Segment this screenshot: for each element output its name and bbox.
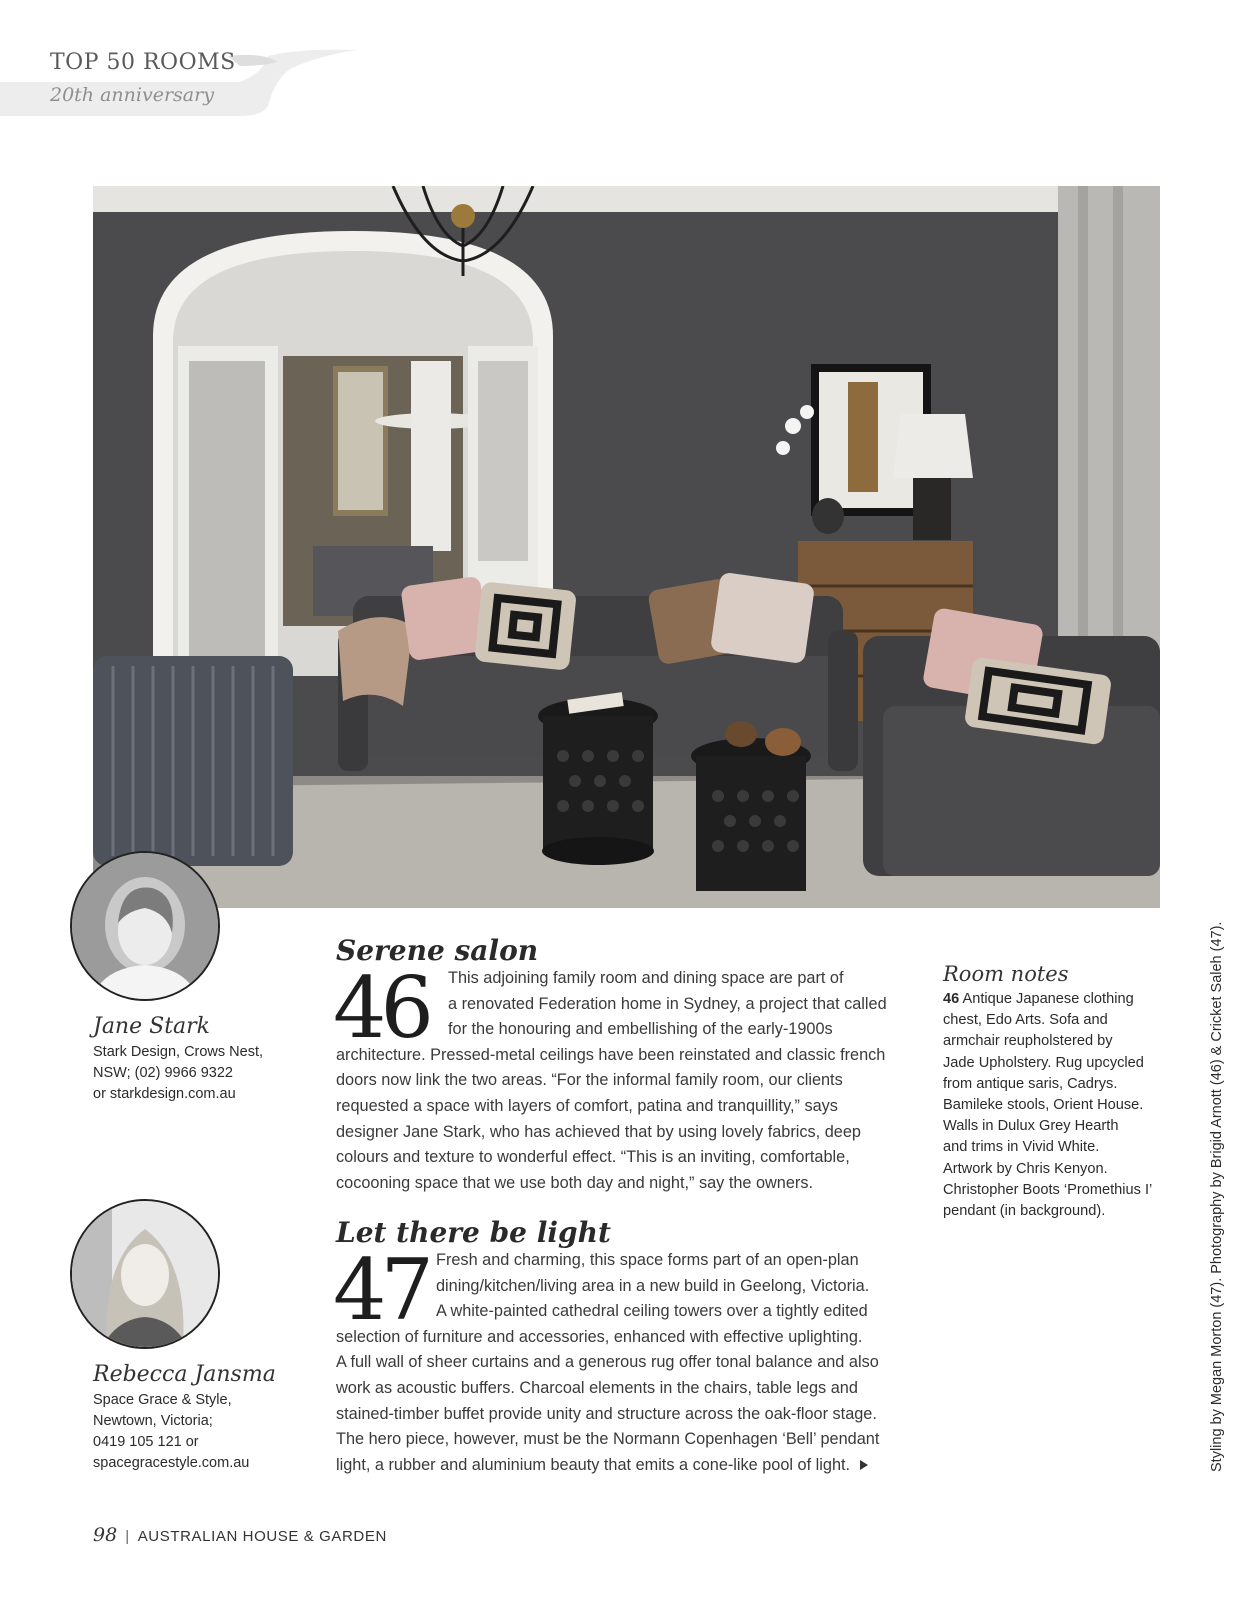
body-line: This adjoining family room and dining space are part of (448, 969, 844, 987)
body-line: doors now link the two areas. “For the informal family room, our clients (336, 1071, 843, 1090)
living-room-photo (93, 186, 1160, 908)
body-line: a renovated Federation home in Sydney, a project that called (448, 994, 887, 1013)
room-notes-line: Christopher Boots ‘Promethius I’ (943, 1181, 1153, 1198)
room-notes-line: and trims in Vivid White. (943, 1139, 1100, 1156)
body-line: work as acoustic buffers. Charcoal elements in the chairs, table legs and (336, 1378, 858, 1397)
room-notes-line: chest, Edo Arts. Sofa and (943, 1012, 1108, 1029)
designer-portrait-jane-stark (70, 851, 220, 1001)
body-line: Fresh and charming, this space forms part of an open-plan (436, 1251, 859, 1269)
room-notes-line: pendant (in background). (943, 1203, 1106, 1220)
designer-contact (93, 1390, 249, 1474)
room-notes-number: 46 (943, 991, 960, 1007)
body-line: requested a space with layers of comfort, patina and tranquillity,” says (336, 1096, 838, 1115)
body-line: light, a rubber and aluminium beauty that emits a cone-like pool of light. (336, 1455, 851, 1474)
banner-subtitle: 20th anniversary (50, 84, 214, 106)
body-line: The hero piece, however, must be the Normann Copenhagen ‘Bell’ pendant (336, 1430, 880, 1449)
body-line: architecture. Pressed-metal ceilings have been reinstated and classic french (336, 1045, 886, 1064)
room-notes-line: Jade Upholstery. Rug upcycled (943, 1054, 1144, 1071)
designer-contact-line: Newtown, Victoria; (93, 1413, 213, 1429)
section-heading: Let there be light (336, 1216, 611, 1249)
designer-name: Rebecca Jansma (93, 1362, 276, 1387)
body-line: A white-painted cathedral ceiling towers over a tightly edited (436, 1302, 868, 1321)
body-line: selection of furniture and accessories, enhanced with effective uplighting. (336, 1327, 863, 1346)
section-heading: Serene salon (336, 934, 539, 967)
designer-contact-line: spacegracestyle.com.au (93, 1455, 250, 1471)
room-notes-line: Walls in Dulux Grey Hearth (943, 1118, 1119, 1135)
designer-contact-line: 0419 105 121 or (93, 1434, 199, 1450)
room-number: 47 (333, 1241, 428, 1339)
room-notes-line: Bamileke stools, Orient House. (943, 1097, 1144, 1114)
room-notes-line: from antique saris, Cadrys. (943, 1075, 1118, 1092)
designer-portrait-rebecca-jansma (70, 1199, 220, 1349)
page-footer (93, 1524, 387, 1546)
body-line: colours and texture to wonderful effect. “This is an inviting, comfortable, (336, 1148, 850, 1167)
section-body (336, 966, 887, 1196)
body-line: cocooning space that we use both day and night,” say the owners. (336, 1173, 813, 1192)
room-notes-line: Artwork by Chris Kenyon. (943, 1160, 1108, 1177)
body-line: for the honouring and embellishing of the early-1900s (448, 1020, 833, 1039)
banner-title: TOP 50 ROOMS (50, 50, 236, 75)
designer-contact-line: Space Grace & Style, (93, 1392, 232, 1408)
body-line: stained-timber buffet provide unity and structure across the oak-floor stage. (336, 1404, 877, 1423)
body-line: designer Jane Stark, who has achieved that by using lovely fabrics, deep (336, 1122, 861, 1141)
room-notes-line: Antique Japanese clothing (962, 991, 1134, 1007)
section-body (336, 1248, 879, 1478)
section-banner (0, 44, 360, 122)
room-notes-title: Room notes (943, 962, 1069, 986)
photo-credit: Styling by Megan Morton (47). Photography by Brigid Arnott (46) & Cricket Saleh (47). (1209, 921, 1225, 1472)
footer-divider: | (125, 1528, 130, 1545)
magazine-name: AUSTRALIAN HOUSE & GARDEN (137, 1528, 387, 1545)
body-line: A full wall of sheer curtains and a generous rug offer tonal balance and also (336, 1353, 879, 1372)
designer-contact-line: or starkdesign.com.au (93, 1086, 236, 1102)
page-number: 98 (93, 1524, 118, 1546)
room-number: 46 (333, 959, 428, 1057)
room-notes (943, 989, 1152, 1222)
designer-contact-line: NSW; (02) 9966 9322 (93, 1065, 233, 1081)
designer-contact (93, 1042, 263, 1105)
body-line: dining/kitchen/living area in a new build in Geelong, Victoria. (436, 1276, 870, 1295)
designer-contact-line: Stark Design, Crows Nest, (93, 1044, 264, 1060)
continue-arrow-icon (860, 1460, 868, 1470)
room-notes-line: armchair reupholstered by (943, 1033, 1113, 1050)
designer-name: Jane Stark (93, 1014, 210, 1039)
